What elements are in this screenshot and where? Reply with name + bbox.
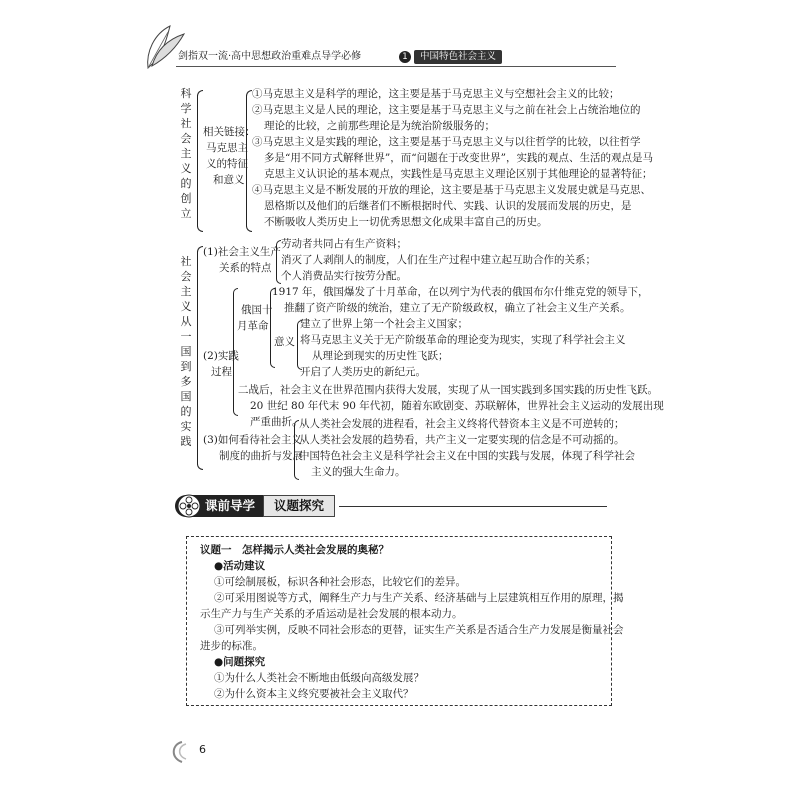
- flower-icon: [177, 494, 201, 518]
- questions-title: ●问题探究: [214, 656, 266, 668]
- oct-label: [237, 302, 273, 334]
- text-line: 个人消费品实行按劳分配。: [281, 270, 407, 282]
- page-number: 6: [199, 743, 206, 756]
- question-line: ①为什么人类社会不断地由低级向高级发展？: [214, 672, 424, 684]
- text-line: 将马克思主义关于无产阶级革命的理论变为现实，实现了科学社会主义: [300, 334, 626, 346]
- label-line: 马克思主: [206, 142, 248, 154]
- label-line: (1)社会主义生产: [203, 246, 281, 258]
- leaf-logo-icon: [140, 22, 190, 72]
- text-line: 进步的标准。: [200, 640, 263, 652]
- label-line: 月革命: [237, 320, 269, 332]
- text-line: 严重曲折。: [250, 416, 303, 428]
- label-line: (2)实践: [203, 350, 239, 362]
- text-line: ①马克思主义是科学的理论，这主要是基于马克思主义与空想社会主义的比较；: [252, 88, 620, 100]
- text-line: ③可列举实例，反映不同社会形态的更替，证实生产关系是否适合生产力发展是衡量社会: [214, 624, 624, 636]
- header-tag: 中国特色社会主义: [414, 50, 502, 64]
- section1-lines: [252, 86, 653, 230]
- text-line: 恩格斯以及他们的后继者们不断根据时代、实践、认识的发展而发展的历史，是: [264, 200, 632, 212]
- header-rule: [176, 66, 616, 67]
- label-line: 和意义: [213, 174, 245, 186]
- text-line: ②马克思主义是人民的理论，这主要是基于马克思主义与之前在社会上占统治地位的: [252, 104, 641, 116]
- topic-content: [200, 542, 624, 702]
- p3-lines: [299, 416, 635, 480]
- label-line: 俄国十: [241, 304, 273, 316]
- volume-badge: 1: [399, 51, 411, 63]
- text-line: 建立了世界上第一个社会主义国家；: [300, 318, 468, 330]
- text-line: 克思主义认识论的基本观点，实践性是马克思主义理论区别于其他理论的显著特征；: [264, 168, 653, 180]
- banner-rule: [339, 506, 607, 507]
- text-line: 推翻了资产阶级的统治，建立了无产阶级政权，确立了社会主义生产关系。: [284, 302, 631, 314]
- text-line: ②可采用图说等方式，阐释生产力与生产关系、经济基础与上层建筑相互作用的原理，揭: [214, 592, 624, 604]
- label-line: 义的特征: [206, 158, 248, 170]
- header-logo: [140, 22, 190, 72]
- text-line: 从人类社会发展的趋势看，共产主义一定要实现的信念是不可动摇的。: [299, 434, 625, 446]
- oct-lines: [272, 284, 649, 316]
- header-series: 剑指双一流·高中思想政治重难点导学必修: [178, 51, 362, 62]
- text-line: ③马克思主义是实践的理论，这主要是基于马克思主义与以往哲学的比较，以往哲学: [252, 136, 641, 148]
- banner-left: 课前导学: [175, 495, 263, 517]
- text-line: 劳动者共同占有生产资料；: [281, 238, 407, 250]
- question-line: ②为什么资本主义终究要被社会主义取代？: [214, 688, 414, 700]
- section2-title: 社会主义从一国到多国的实践: [180, 255, 192, 448]
- p1-lines: [281, 236, 596, 284]
- text-line: 多是“用不同方式解释世界”，而“问题在于改变世界”，实践的观点、生活的观点是马: [264, 152, 653, 164]
- section1-label: [203, 124, 256, 188]
- section1-title: 科学社会主义的创立: [180, 87, 192, 220]
- label-line: 关系的特点: [219, 262, 272, 274]
- significance-label: 意义: [274, 336, 295, 348]
- topic-heading: 议题一 怎样揭示人类社会发展的奥秘？: [200, 544, 389, 556]
- label-line: (3)如何看待社会主义: [203, 434, 302, 446]
- text-line: 二战后，社会主义在世界范围内获得大发展，实现了从一国实践到多国实践的历史性飞跃。: [238, 384, 658, 396]
- text-line: 从人类社会发展的进程看，社会主义终将代替资本主义是不可逆转的；: [299, 418, 625, 430]
- text-line: 1917 年，俄国爆发了十月革命，在以列宁为代表的俄国布尔什维克党的领导下，: [272, 286, 649, 298]
- section-banner: [175, 494, 607, 518]
- text-line: 开启了人类历史的新纪元。: [300, 366, 426, 378]
- sig-lines: [300, 316, 626, 380]
- p3-label: [203, 432, 303, 464]
- text-line: ①可绘制展板，标识各种社会形态，比较它们的差异。: [214, 576, 466, 588]
- text-line: 中国特色社会主义是科学社会主义在中国的实践与发展，体现了科学社会: [299, 450, 635, 462]
- label-line: 相关链接：: [203, 126, 256, 138]
- text-line: ④马克思主义是不断发展的开放的理论，这主要是基于马克思主义发展史就是马克思、: [252, 184, 651, 196]
- banner-right: 议题探究: [263, 495, 335, 517]
- text-line: 从理论到现实的历史性飞跃；: [312, 350, 449, 362]
- activity-title: ●活动建议: [214, 560, 266, 572]
- text-line: 理论的比较，之前那些理论是为统治阶级服务的；: [264, 120, 495, 132]
- text-line: 主义的强大生命力。: [311, 466, 406, 478]
- text-line: 不断吸收人类历史上一切优秀思想文化成果丰富自己的历史。: [264, 216, 548, 228]
- p1-label: [203, 244, 281, 276]
- text-line: 20 世纪 80 年代末 90 年代初，随着东欧剧变、苏联解体，世界社会主义运动的发展出现: [250, 400, 664, 412]
- label-line: 过程: [211, 366, 232, 378]
- label-line: 制度的曲折与发展: [219, 450, 303, 462]
- text-line: 消灭了人剥削人的制度，人们在生产过程中建立起互助合作的关系；: [281, 254, 596, 266]
- text-line: 示生产力与生产关系的矛盾运动是社会发展的根本动力。: [200, 608, 463, 620]
